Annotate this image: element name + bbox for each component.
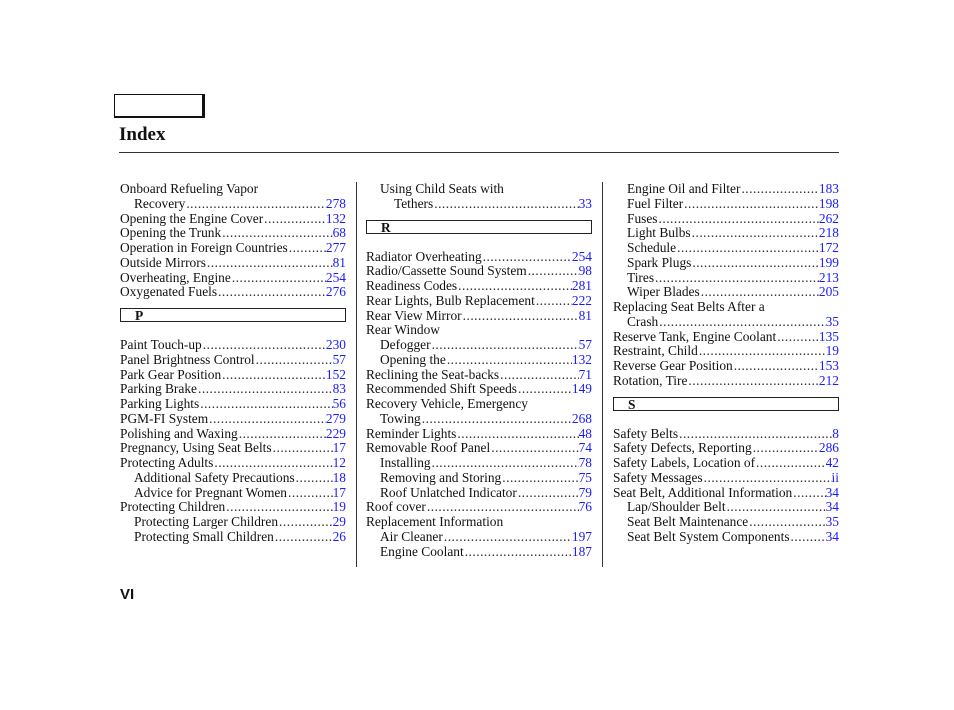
entry-label: Paint Touch-up <box>120 337 202 352</box>
entry-label: Radio/Cassette Sound System <box>366 263 527 279</box>
index-heading: Onboard Refueling Vapor <box>120 181 259 196</box>
leader-dots <box>431 456 579 471</box>
page-link[interactable]: 230 <box>325 337 346 352</box>
leader-dots <box>790 530 826 545</box>
leader-dots <box>421 412 572 427</box>
entry-label: Air Cleaner <box>380 528 443 544</box>
leader-dots <box>740 182 818 197</box>
page-number: VI <box>120 586 135 603</box>
leader-dots <box>517 486 579 501</box>
section-header: S <box>613 397 839 411</box>
page-link[interactable]: 26 <box>332 528 346 544</box>
leader-dots <box>654 271 819 286</box>
section-header: R <box>366 220 592 234</box>
leader-dots <box>457 279 572 294</box>
entry-label: Opening the <box>380 351 446 367</box>
index-entry <box>120 226 346 241</box>
leader-dots <box>700 285 819 300</box>
page-link[interactable]: 198 <box>818 195 839 211</box>
entry-label: Safety Labels, Location of <box>613 455 756 470</box>
entry-label: Protecting Larger Children <box>134 514 279 529</box>
page-link[interactable]: 278 <box>325 195 346 211</box>
index-entry <box>366 412 592 427</box>
page-link[interactable]: 149 <box>571 381 592 397</box>
page-link[interactable]: 83 <box>332 381 346 397</box>
page-link[interactable]: 34 <box>825 528 839 544</box>
entry-label: Parking Brake <box>120 381 197 397</box>
leader-dots <box>535 294 572 309</box>
page-link[interactable]: 213 <box>818 269 839 285</box>
leader-dots <box>225 500 332 515</box>
page-link[interactable]: 254 <box>571 248 592 264</box>
index-entry <box>120 471 346 486</box>
leader-dots <box>185 197 326 212</box>
index-entry <box>366 279 592 294</box>
page-link[interactable]: 135 <box>818 328 839 344</box>
page-link[interactable]: 68 <box>332 225 346 241</box>
entry-label: Protecting Small Children <box>134 528 274 544</box>
index-heading: Using Child Seats with <box>380 181 504 196</box>
page-link[interactable]: 33 <box>578 195 592 211</box>
index-entry <box>120 486 346 501</box>
page-title: Index <box>119 124 166 145</box>
leader-dots <box>433 197 578 212</box>
page-link[interactable]: 75 <box>578 469 592 485</box>
leader-dots <box>278 515 333 530</box>
index-entry <box>366 197 592 212</box>
entry-label: Advice for Pregnant Women <box>134 484 287 500</box>
entry-label: Rotation, Tire <box>613 372 688 388</box>
page-link[interactable]: 29 <box>332 514 346 529</box>
page-link[interactable]: 187 <box>571 543 592 559</box>
index-entry <box>613 226 839 241</box>
page-link[interactable]: 81 <box>578 307 592 323</box>
index-entry <box>120 500 346 515</box>
index-entry <box>120 515 346 530</box>
index-entry <box>120 441 346 456</box>
page-link[interactable]: 262 <box>818 210 839 226</box>
index-entry <box>366 441 592 456</box>
page-link[interactable]: 34 <box>825 499 839 515</box>
leader-dots <box>206 256 333 271</box>
index-entry <box>613 315 839 330</box>
index-entry <box>120 285 346 300</box>
page-link[interactable]: 132 <box>325 210 346 226</box>
leader-dots <box>462 309 579 324</box>
leader-dots <box>527 264 579 279</box>
index-entry <box>613 471 839 486</box>
index-entry <box>613 500 839 515</box>
section-header: P <box>120 308 346 322</box>
leader-dots <box>691 226 819 241</box>
leader-dots <box>776 330 819 345</box>
page-link[interactable]: 57 <box>578 337 592 352</box>
index-entry <box>120 412 346 427</box>
index-entry <box>120 397 346 412</box>
index-entry <box>120 271 346 286</box>
index-entry <box>120 197 346 212</box>
entry-label: Roof Unlatched Indicator <box>380 484 517 500</box>
page-link[interactable]: 48 <box>578 425 592 441</box>
index-entry <box>120 368 346 383</box>
index-entry <box>366 264 592 279</box>
page-link[interactable]: 277 <box>325 240 346 255</box>
entry-label: Roof cover <box>366 499 426 515</box>
index-entry <box>366 368 592 383</box>
entry-label: Oxygenated Fuels <box>120 284 218 300</box>
index-entry <box>613 182 839 197</box>
entry-label: Spark Plugs <box>627 254 692 270</box>
leader-dots <box>213 456 332 471</box>
page-link[interactable]: 19 <box>332 499 346 515</box>
index-entry <box>613 197 839 212</box>
entry-label: Protecting Children <box>120 499 226 515</box>
leader-dots <box>755 456 826 471</box>
index-entry <box>120 256 346 271</box>
leader-dots <box>443 530 572 545</box>
page-link[interactable]: 56 <box>332 396 346 411</box>
leader-dots <box>691 256 819 271</box>
leader-dots <box>676 241 819 256</box>
index-heading: Replacement Information <box>366 514 504 529</box>
leader-dots <box>456 427 578 442</box>
page-link[interactable]: 152 <box>325 366 346 382</box>
leader-dots <box>208 412 326 427</box>
page-link[interactable]: 35 <box>825 313 839 329</box>
index-heading: Rear Window <box>366 322 440 338</box>
entry-label: Safety Defects, Reporting <box>613 440 752 456</box>
leader-dots <box>272 441 333 456</box>
leader-dots <box>199 397 332 412</box>
index-entry <box>366 486 592 501</box>
entry-label: Light Bulbs <box>627 225 691 241</box>
entry-label: Opening the Engine Cover <box>120 210 264 226</box>
entry-label: Removing and Storing <box>380 469 502 485</box>
index-entry <box>613 441 839 456</box>
page-link[interactable]: 19 <box>825 343 839 359</box>
page-link[interactable]: 18 <box>332 469 346 485</box>
leader-dots <box>733 359 819 374</box>
index-entry <box>366 456 592 471</box>
entry-label: Outside Mirrors <box>120 254 206 270</box>
leader-dots <box>726 500 826 515</box>
page-link[interactable]: 71 <box>578 366 592 382</box>
leader-dots <box>431 338 579 353</box>
leader-dots <box>703 471 832 486</box>
index-entry <box>613 271 839 286</box>
page-link[interactable]: 276 <box>325 284 346 300</box>
entry-label: Reclining the Seat-backs <box>366 366 500 382</box>
entry-label: Removable Roof Panel <box>366 440 491 456</box>
page-link[interactable]: 268 <box>571 410 592 426</box>
index-entry <box>613 212 839 227</box>
index-entry <box>366 545 592 560</box>
index-entry <box>120 427 346 442</box>
page-link[interactable]: 78 <box>578 455 592 470</box>
leader-dots <box>517 382 572 397</box>
index-entry <box>366 471 592 486</box>
leader-dots <box>658 212 819 227</box>
page-link[interactable]: 57 <box>332 351 346 367</box>
page-link[interactable]: 172 <box>818 240 839 255</box>
leader-dots <box>217 285 326 300</box>
page-link[interactable]: 286 <box>818 440 839 456</box>
index-entry <box>613 285 839 300</box>
leader-dots <box>288 241 326 256</box>
index-entry <box>366 382 592 397</box>
leader-dots <box>752 441 819 456</box>
entry-label: Readiness Codes <box>366 278 458 293</box>
page-link[interactable]: 183 <box>818 181 839 196</box>
entry-label: Polishing and Waxing <box>120 425 238 441</box>
entry-label: Operation in Foreign Countries <box>120 240 288 255</box>
index-entry <box>366 294 592 309</box>
entry-label: Engine Oil and Filter <box>627 181 741 196</box>
page-link[interactable]: 81 <box>332 254 346 270</box>
page-link[interactable]: 205 <box>818 284 839 300</box>
page-link[interactable]: 35 <box>825 514 839 529</box>
index-entry <box>366 427 592 442</box>
page-link[interactable]: 153 <box>818 358 839 373</box>
entry-label: Defogger <box>380 337 431 352</box>
index-heading: Replacing Seat Belts After a <box>613 299 765 314</box>
page-link[interactable]: 279 <box>325 410 346 426</box>
leader-dots <box>238 427 326 442</box>
index-column-3 <box>613 182 839 545</box>
leader-dots <box>482 250 572 265</box>
entry-label: Engine Coolant <box>380 543 464 559</box>
page-link[interactable]: 8 <box>832 425 839 441</box>
index-entry <box>120 212 346 227</box>
index-entry <box>366 500 592 515</box>
entry-label: Pregnancy, Using Seat Belts <box>120 440 272 456</box>
entry-label: Protecting Adults <box>120 455 214 470</box>
entry-label: Park Gear Position <box>120 366 222 382</box>
index-entry <box>613 427 839 442</box>
index-entry <box>613 256 839 271</box>
page-link[interactable]: 212 <box>818 372 839 388</box>
entry-label: Rear Lights, Bulb Replacement <box>366 292 535 308</box>
entry-label: Wiper Blades <box>627 284 700 300</box>
index-entry <box>613 456 839 471</box>
index-entry <box>366 353 592 368</box>
page-link[interactable]: 229 <box>325 425 346 441</box>
leader-dots <box>295 471 333 486</box>
page-link[interactable]: 218 <box>818 225 839 241</box>
index-entry <box>120 530 346 545</box>
index-entry <box>120 338 346 353</box>
entry-label: Radiator Overheating <box>366 248 482 264</box>
index-entry <box>366 338 592 353</box>
leader-dots <box>658 315 825 330</box>
leader-dots <box>221 226 332 241</box>
index-entry <box>613 344 839 359</box>
page-link[interactable]: 222 <box>571 292 592 308</box>
leader-dots <box>687 374 818 389</box>
index-entry <box>366 530 592 545</box>
leader-dots <box>221 368 326 383</box>
entry-label: Reverse Gear Position <box>613 358 733 373</box>
page-link[interactable]: 197 <box>571 528 592 544</box>
page-link[interactable]: 12 <box>332 455 346 470</box>
leader-dots <box>499 368 578 383</box>
entry-label: Overheating, Engine <box>120 269 231 285</box>
entry-label: Schedule <box>627 240 677 255</box>
entry-label: Tethers <box>394 195 434 211</box>
entry-label: Parking Lights <box>120 396 200 411</box>
leader-dots <box>202 338 326 353</box>
tab-box <box>114 94 205 118</box>
index-entry <box>120 353 346 368</box>
entry-label: Fuel Filter <box>627 195 684 211</box>
index-entry <box>120 241 346 256</box>
page-link[interactable]: ii <box>831 469 839 485</box>
column-divider <box>602 182 603 567</box>
entry-label: Towing <box>380 410 421 426</box>
index-column-2 <box>366 182 592 559</box>
page-link[interactable]: 34 <box>825 484 839 500</box>
leader-dots <box>197 382 333 397</box>
entry-label: Reminder Lights <box>366 425 457 441</box>
page-link[interactable]: 42 <box>825 455 839 470</box>
leader-dots <box>678 427 832 442</box>
entry-label: Installing <box>380 455 431 470</box>
leader-dots <box>698 344 826 359</box>
page-link[interactable]: 76 <box>578 499 592 515</box>
leader-dots <box>490 441 578 456</box>
entry-label: Additional Safety Precautions <box>134 469 295 485</box>
leader-dots <box>255 353 333 368</box>
page-link[interactable]: 281 <box>571 278 592 293</box>
entry-label: Safety Belts <box>613 425 679 441</box>
page-link[interactable]: 79 <box>578 484 592 500</box>
index-entry <box>613 530 839 545</box>
entry-label: Fuses <box>627 210 658 226</box>
index-entry <box>613 241 839 256</box>
leader-dots <box>287 486 333 501</box>
entry-label: Reserve Tank, Engine Coolant <box>613 328 777 344</box>
entry-label: Tires <box>627 269 655 285</box>
entry-label: Opening the Trunk <box>120 225 222 241</box>
index-entry <box>120 382 346 397</box>
page-link[interactable]: 98 <box>578 263 592 279</box>
entry-label: Seat Belt System Components <box>627 528 790 544</box>
index-entry <box>366 250 592 265</box>
leader-dots <box>426 500 579 515</box>
index-entry <box>366 309 592 324</box>
entry-label: Safety Messages <box>613 469 703 485</box>
page-link[interactable]: 17 <box>332 440 346 456</box>
page-link[interactable]: 74 <box>578 440 592 456</box>
entry-label: Recovery <box>134 195 186 211</box>
leader-dots <box>792 486 825 501</box>
header-rule <box>119 152 839 153</box>
entry-label: Panel Brightness Control <box>120 351 255 367</box>
page-link[interactable]: 254 <box>325 269 346 285</box>
column-divider <box>356 182 357 567</box>
index-entry <box>613 486 839 501</box>
index-entry <box>613 374 839 389</box>
index-entry <box>120 456 346 471</box>
leader-dots <box>748 515 825 530</box>
index-entry <box>613 359 839 374</box>
entry-label: Crash <box>627 313 659 329</box>
index-entry <box>613 330 839 345</box>
index-heading: Recovery Vehicle, Emergency <box>366 396 528 411</box>
leader-dots <box>464 545 572 560</box>
page-link[interactable]: 132 <box>571 351 592 367</box>
leader-dots <box>231 271 326 286</box>
entry-label: PGM-FI System <box>120 410 209 426</box>
leader-dots <box>683 197 819 212</box>
leader-dots <box>263 212 326 227</box>
page-link[interactable]: 17 <box>332 484 346 500</box>
entry-label: Rear View Mirror <box>366 307 462 323</box>
leader-dots <box>501 471 578 486</box>
leader-dots <box>274 530 333 545</box>
entry-label: Restraint, Child <box>613 343 698 359</box>
entry-label: Seat Belt Maintenance <box>627 514 749 529</box>
entry-label: Seat Belt, Additional Information <box>613 484 793 500</box>
index-column-1 <box>120 182 346 545</box>
index-entry <box>613 515 839 530</box>
entry-label: Recommended Shift Speeds <box>366 381 517 397</box>
entry-label: Lap/Shoulder Belt <box>627 499 726 515</box>
leader-dots <box>446 353 572 368</box>
page-link[interactable]: 199 <box>818 254 839 270</box>
